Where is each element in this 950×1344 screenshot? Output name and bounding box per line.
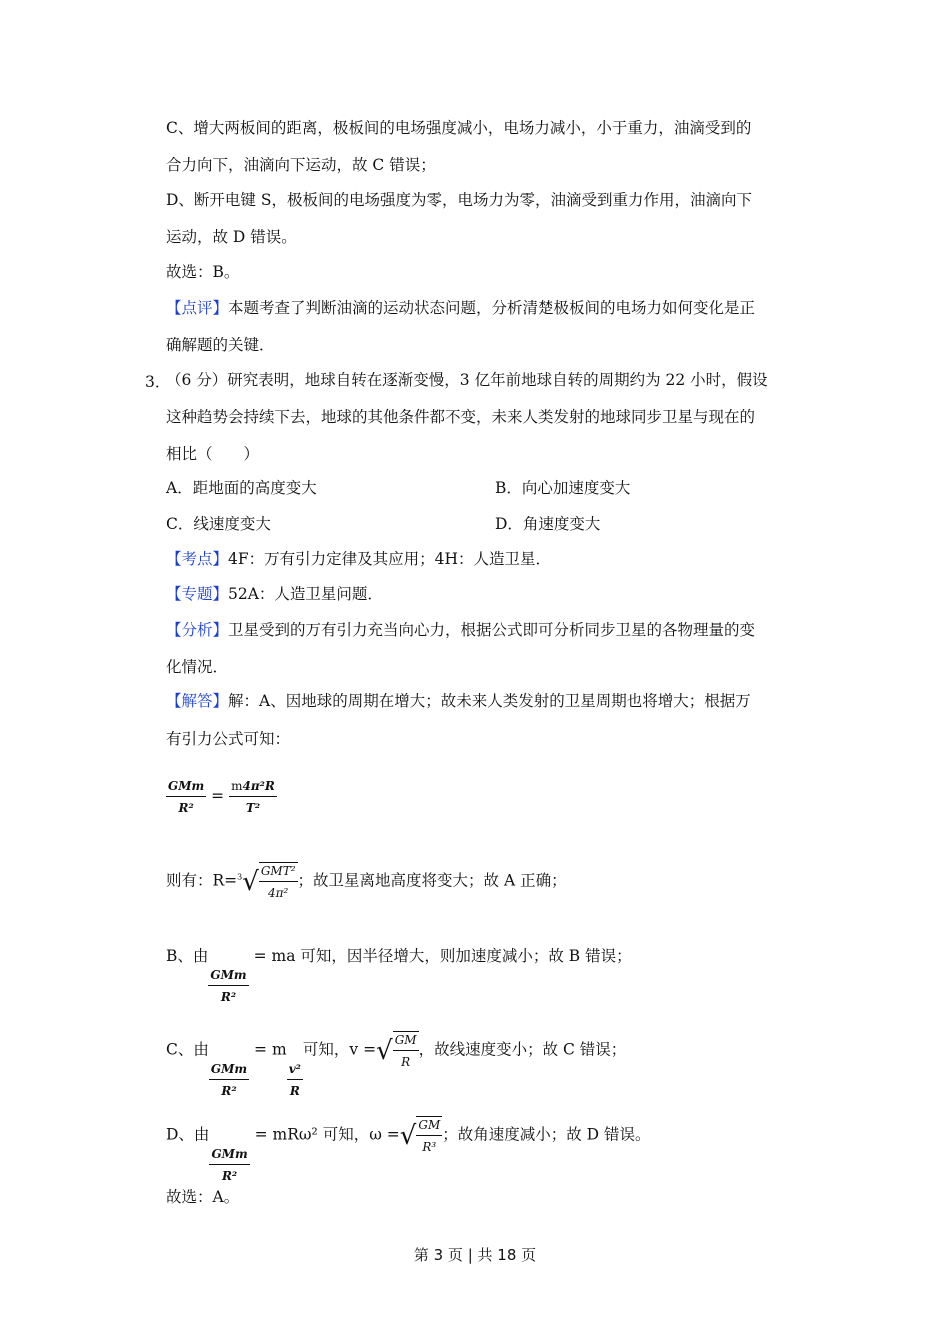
review-line bbox=[166, 298, 755, 318]
kaodian-line bbox=[166, 549, 551, 569]
numerator: GMm bbox=[208, 967, 248, 986]
text: ma 可知，因半径增大，则加速度减小；故 B 错误； bbox=[271, 947, 632, 965]
numerator: GM bbox=[393, 1032, 419, 1051]
text-line: D、断开电键 S，极板间的电场强度为零，电场力为零，油滴受到重力作用，油滴向下 bbox=[166, 191, 752, 209]
text-line: 运动，故 D 错误。 bbox=[166, 228, 297, 246]
denominator: R² bbox=[220, 990, 237, 1004]
text-line: C、增大两板间的距离，极板间的电场强度减小，电场力减小，小于重力，油滴受到的 bbox=[166, 119, 752, 137]
option-a: A．距地面的高度变大 bbox=[166, 479, 317, 497]
kaodian-tag: 【考点】 bbox=[166, 550, 229, 568]
text: B、由 bbox=[166, 947, 209, 965]
zhuanti-text: 52A：人造卫星问题． bbox=[228, 585, 383, 603]
review-text: 本题考查了判断油滴的运动状态问题，分析清楚极板间的电场力如何变化是正 bbox=[228, 299, 756, 317]
text: 则有：R= bbox=[166, 871, 238, 890]
question-stem: 这种趋势会持续下去，地球的其他条件都不变，未来人类发射的地球同步卫星与现在的 bbox=[166, 408, 756, 426]
formula-d-line: D、由 $\frac{\text{GMm}}{\text{R²}}$ = mRω² 可知，ω = √ $\frac{GM}{\text{R³}}$ ；故角速度减小；故 D 错误。 bbox=[166, 1118, 651, 1183]
denominator: R bbox=[289, 1083, 300, 1098]
mass: m bbox=[231, 779, 243, 793]
denominator: T² bbox=[245, 801, 261, 815]
jieda-line bbox=[166, 691, 751, 711]
formula-b-line bbox=[166, 946, 632, 1005]
option-b: B．向心加速度变大 bbox=[495, 479, 631, 497]
fenxi-line bbox=[166, 620, 755, 640]
fenxi-tag: 【分析】 bbox=[166, 621, 229, 639]
question-number: 3． bbox=[145, 373, 171, 391]
numerator: GM bbox=[416, 1117, 442, 1136]
numerator: GMT² bbox=[259, 863, 298, 882]
zhuanti-line bbox=[166, 584, 383, 604]
option-c: C．线速度变大 bbox=[166, 515, 271, 533]
equals: = bbox=[211, 787, 225, 805]
text: D、由 bbox=[166, 1125, 210, 1144]
zhuanti-tag: 【专题】 bbox=[166, 585, 229, 603]
text: ；故角速度减小；故 D 错误。 bbox=[442, 1125, 651, 1144]
text: 可知，v bbox=[302, 1040, 359, 1059]
formula-gravity bbox=[166, 778, 277, 816]
page-footer: 第 3 页 | 共 18 页 bbox=[413, 1246, 537, 1264]
question-stem: 相比（ ） bbox=[166, 445, 260, 463]
denominator: R³ bbox=[422, 1140, 437, 1154]
formula-c-line: C、由 $\frac{\text{GMm}}{\text{R²}}$ = m $\frac{\text{v²}}{R}$ 可知，v = √ $\frac{GM}{R}$ ，故线速度变小；故 C 错误； bbox=[166, 1033, 627, 1098]
equals: = bbox=[254, 1125, 268, 1144]
equals: = bbox=[363, 1040, 377, 1059]
equals: = bbox=[386, 1125, 400, 1144]
fenxi-text: 卫星受到的万有引力充当向心力，根据公式即可分析同步卫星的各物理量的变 bbox=[228, 621, 756, 639]
text: ；故卫星离地高度将变大；故 A 正确； bbox=[297, 871, 567, 890]
denominator: R² bbox=[221, 1083, 237, 1098]
equals: = bbox=[254, 1040, 268, 1059]
answer-line: 故选：A。 bbox=[166, 1188, 240, 1206]
denominator: 4π² bbox=[268, 886, 289, 900]
text-line: 合力向下，油滴向下运动，故 C 错误； bbox=[166, 156, 436, 174]
denominator: R² bbox=[221, 1168, 238, 1183]
option-d: D．角速度变大 bbox=[495, 515, 601, 533]
equals: = bbox=[253, 947, 267, 965]
question-stem: （6 分）研究表明，地球自转在逐渐变慢，3 亿年前地球自转的周期约为 22 小时，假设 bbox=[166, 371, 768, 389]
text-line: 化情况． bbox=[166, 658, 229, 676]
text-line: 确解题的关键． bbox=[166, 336, 275, 354]
jieda-tag: 【解答】 bbox=[166, 692, 229, 710]
numerator: GMm bbox=[166, 778, 206, 797]
text-line: 有引力公式可知： bbox=[166, 730, 291, 748]
root-index: 3 bbox=[237, 872, 243, 882]
kaodian-text: 4F：万有引力定律及其应用；4H：人造卫星． bbox=[228, 550, 552, 568]
numerator: GMm bbox=[209, 1146, 249, 1165]
text: mRω² 可知，ω bbox=[272, 1125, 382, 1144]
numerator: 4π²R bbox=[242, 779, 275, 793]
numerator: GMm bbox=[209, 1061, 249, 1080]
review-tag: 【点评】 bbox=[166, 299, 229, 317]
denominator: R² bbox=[178, 801, 194, 815]
text: ，故线速度变小；故 C 错误； bbox=[418, 1040, 627, 1059]
numerator: v² bbox=[287, 1061, 303, 1080]
denominator: R bbox=[401, 1055, 411, 1069]
formula-radius-line: 则有：R=$^3$ √ $\frac{\text{GMT²}}{\text{4π²}}$ ；故卫星离地高度将变大；故 A 正确； bbox=[166, 864, 567, 900]
jieda-text: 解：A、因地球的周期在增大；故未来人类发射的卫星周期也将增大；根据万 bbox=[228, 692, 751, 710]
text-line: 故选：B。 bbox=[166, 263, 240, 281]
text: C、由 bbox=[166, 1040, 209, 1059]
mass: m bbox=[271, 1040, 287, 1059]
